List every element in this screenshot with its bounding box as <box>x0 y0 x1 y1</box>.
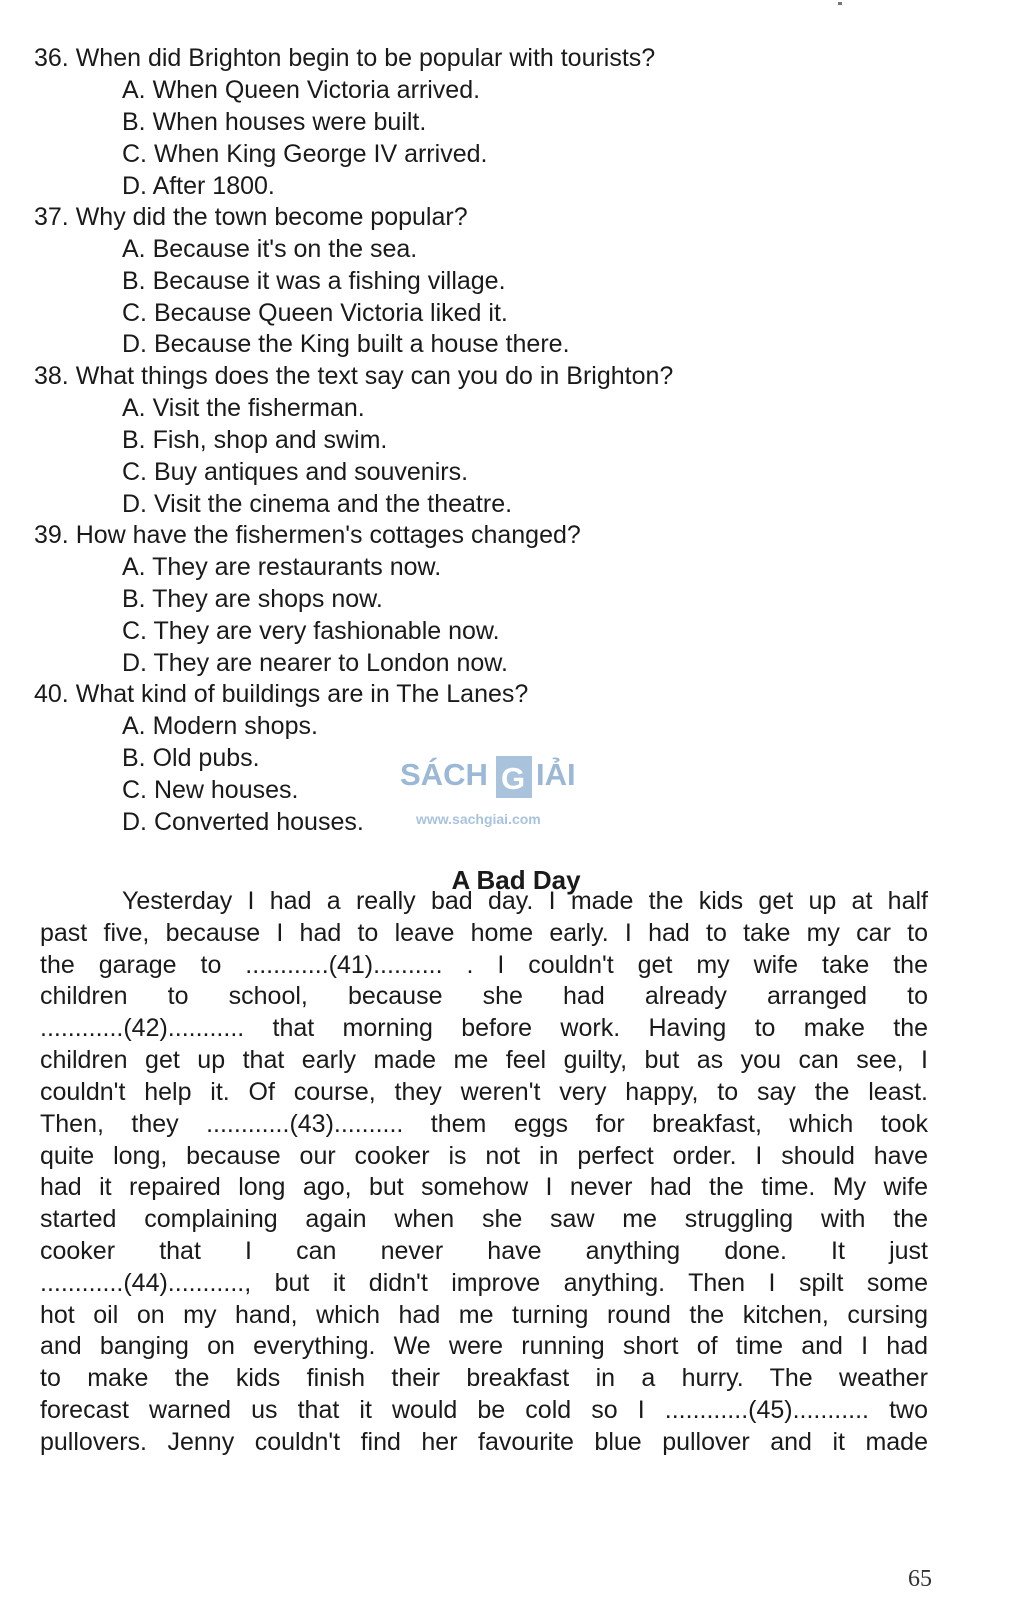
question-40-option-d: D. Converted houses. <box>122 808 364 836</box>
question-37-option-a: A. Because it's on the sea. <box>122 235 418 263</box>
question-40-option-b: B. Old pubs. <box>122 744 260 772</box>
passage-line: to make the kids finish their breakfast in a hurry. The weather <box>40 1364 928 1392</box>
question-39-option-d: D. They are nearer to London now. <box>122 649 508 677</box>
passage-line: Then, they ............(43).......... them eggs for breakfast, which took <box>40 1110 928 1138</box>
passage-line: ............(44)..........., but it didn't improve anything. Then I spilt some <box>40 1269 928 1297</box>
passage-line: quite long, because our cooker is not in perfect order. I should have <box>40 1142 928 1170</box>
question-37-option-b: B. Because it was a fishing village. <box>122 267 506 295</box>
watermark-brand-box: G <box>501 761 526 796</box>
page-number: 65 <box>908 1566 932 1592</box>
question-38-stem: 38. What things does the text say can you do in Brighton? <box>34 362 674 390</box>
scan-speck <box>838 2 842 5</box>
passage-line: past five, because I had to leave home early. I had to take my car to <box>40 919 928 947</box>
question-39-option-a: A. They are restaurants now. <box>122 553 442 581</box>
passage-line: started complaining again when she saw me struggling with the <box>40 1205 928 1233</box>
passage-line: ............(42)........... that morning before work. Having to make the <box>40 1014 928 1042</box>
passage-line: couldn't help it. Of course, they weren't very happy, to say the least. <box>40 1078 928 1106</box>
passage-line: forecast warned us that it would be cold so I ............(45)........... two <box>40 1396 928 1424</box>
passage-line: cooker that I can never have anything done. It just <box>40 1237 928 1265</box>
question-40-stem: 40. What kind of buildings are in The Lanes? <box>34 680 529 708</box>
question-37-option-c: C. Because Queen Victoria liked it. <box>122 299 508 327</box>
passage-line: the garage to ............(41).......... . I couldn't get my wife take the <box>40 951 928 979</box>
question-38-option-b: B. Fish, shop and swim. <box>122 426 388 454</box>
watermark-url: www.sachgiai.com <box>416 811 541 827</box>
question-36-option-a: A. When Queen Victoria arrived. <box>122 76 481 104</box>
question-36-option-b: B. When houses were built. <box>122 108 427 136</box>
watermark-brand-left: SÁCH <box>400 757 488 792</box>
passage-line: pullovers. Jenny couldn't find her favourite blue pullover and it made <box>40 1428 928 1456</box>
question-36-option-c: C. When King George IV arrived. <box>122 140 488 168</box>
question-37-stem: 37. Why did the town become popular? <box>34 203 468 231</box>
watermark-brand-right: IẢI <box>536 757 576 792</box>
passage-line: had it repaired long ago, but somehow I never had the time. My wife <box>40 1173 928 1201</box>
question-36-stem: 36. When did Brighton begin to be popular with tourists? <box>34 44 656 72</box>
question-38-option-d: D. Visit the cinema and the theatre. <box>122 490 513 518</box>
question-36-option-d: D. After 1800. <box>122 172 275 200</box>
passage-line: children to school, because she had already arranged to <box>40 982 928 1010</box>
passage-line: and banging on everything. We were running short of time and I had <box>40 1332 928 1360</box>
passage-line: children get up that early made me feel guilty, but as you can see, I <box>40 1046 928 1074</box>
question-38-option-c: C. Buy antiques and souvenirs. <box>122 458 469 486</box>
question-40-option-a: A. Modern shops. <box>122 712 318 740</box>
passage-line: hot oil on my hand, which had me turning round the kitchen, cursing <box>40 1301 928 1329</box>
passage-line: Yesterday I had a really bad day. I made the kids get up at half <box>122 887 928 915</box>
sachgiai-watermark <box>400 752 600 832</box>
passage-title: A Bad Day <box>451 865 581 895</box>
question-39-option-b: B. They are shops now. <box>122 585 383 613</box>
question-39-stem: 39. How have the fishermen's cottages changed? <box>34 521 581 549</box>
question-37-option-d: D. Because the King built a house there. <box>122 330 570 358</box>
question-38-option-a: A. Visit the fisherman. <box>122 394 365 422</box>
question-40-option-c: C. New houses. <box>122 776 299 804</box>
question-39-option-c: C. They are very fashionable now. <box>122 617 500 645</box>
